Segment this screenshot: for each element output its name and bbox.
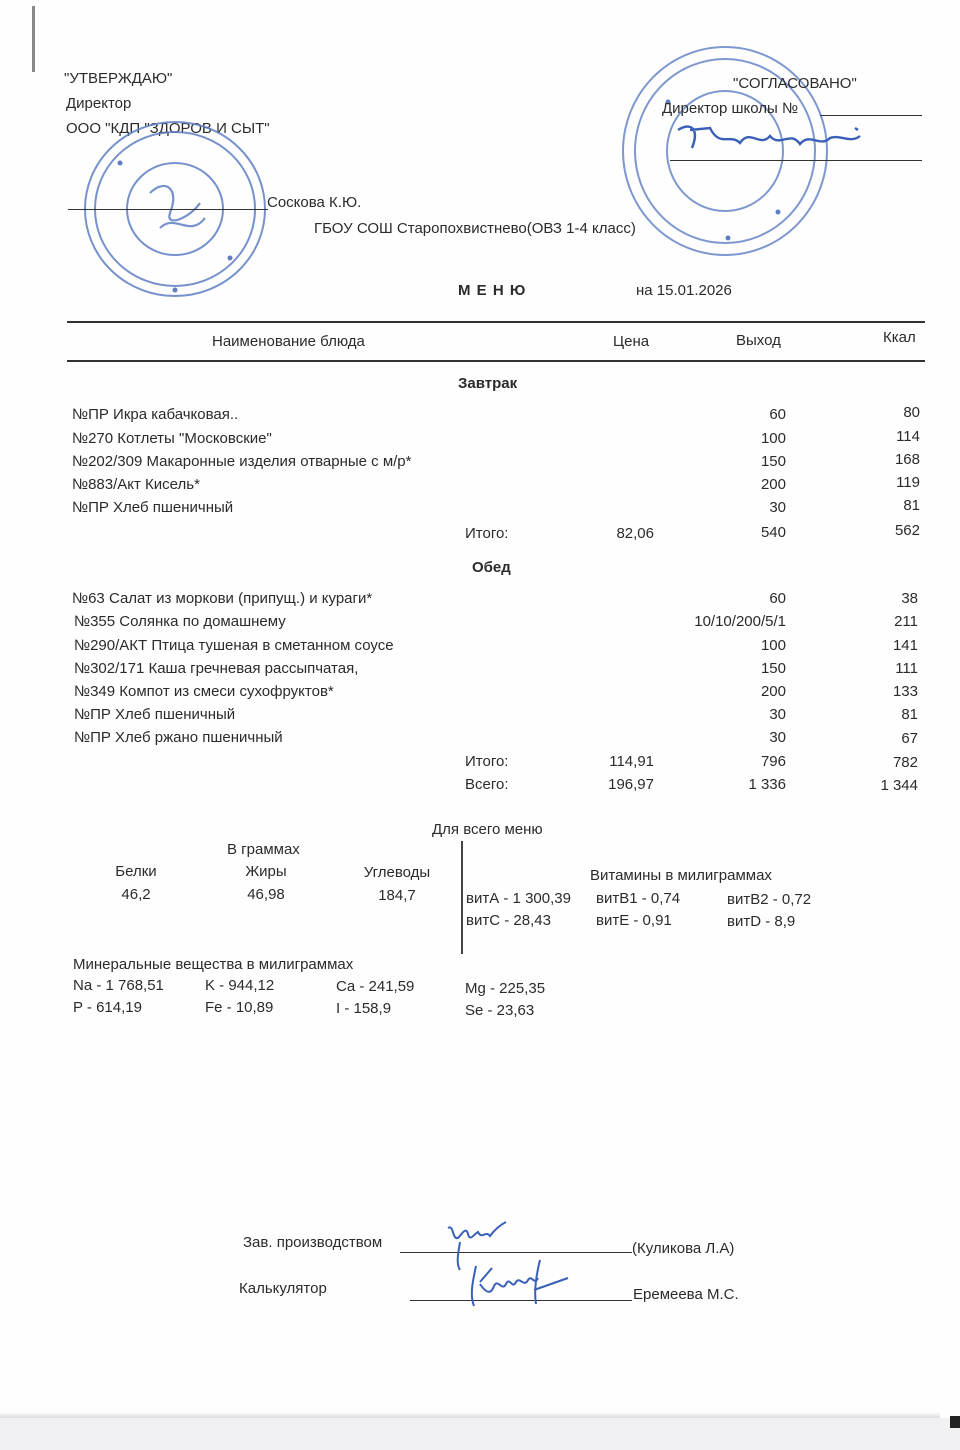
scan-edge-mark (32, 6, 35, 72)
mineral-mg: Mg - 225,35 (465, 980, 546, 997)
minerals-label: Минеральные вещества в милиграммах (73, 956, 354, 973)
dish-kcal: 67 (901, 730, 918, 747)
dish-yield: 60 (769, 406, 786, 423)
header-kcal: Ккал (883, 329, 916, 346)
calculator-signature (462, 1256, 572, 1312)
mineral-se: Se - 23,63 (465, 1002, 535, 1019)
macro-value-carbs: 184,7 (378, 887, 416, 904)
header-yield: Выход (736, 332, 781, 349)
agree-signature (670, 118, 870, 158)
macro-value-protein: 46,2 (121, 886, 151, 903)
calculator-name: Еремеева М.С. (633, 1286, 739, 1303)
menu-title: М Е Н Ю (458, 282, 527, 299)
section-title-breakfast: Завтрак (458, 375, 518, 392)
total-label: Итого: (465, 525, 509, 542)
total-price: 114,91 (609, 753, 654, 770)
nutrition-divider (461, 841, 463, 954)
vitamin-e: витЕ - 0,91 (596, 912, 672, 929)
dish-name: №355 Солянка по домашнему (74, 613, 286, 630)
table-header-rule (67, 360, 925, 362)
dish-name: №ПР Хлеб пшеничный (74, 706, 236, 723)
vitamin-a: витА - 1 300,39 (466, 890, 571, 907)
dish-yield: 10/10/200/5/1 (694, 613, 786, 630)
grand-total-price: 196,97 (608, 776, 654, 793)
dish-yield: 30 (769, 706, 786, 723)
menu-date: на 15.01.2026 (636, 282, 732, 299)
dish-kcal: 111 (895, 660, 918, 677)
header-name: Наименование блюда (212, 333, 365, 350)
mineral-k: K - 944,12 (205, 977, 275, 994)
dish-kcal: 168 (894, 451, 920, 468)
dish-name: №63 Салат из моркови (припущ.) и кураги* (72, 590, 373, 607)
vitamins-label: Витамины в милиграммах (590, 867, 772, 884)
dish-kcal: 38 (901, 590, 918, 607)
total-price: 82,06 (616, 525, 654, 542)
dish-name: №202/309 Макаронные изделия отварные с м/р* (72, 453, 412, 470)
dish-kcal: 81 (903, 497, 920, 514)
agree-signature-line (670, 160, 922, 161)
section-title-lunch: Обед (472, 559, 511, 576)
total-kcal: 562 (894, 522, 920, 539)
dish-kcal: 133 (892, 683, 918, 700)
grand-total-label: Всего: (465, 776, 509, 793)
approve-org: ООО "КДП "ЗДОРОВ И СЫТ" (66, 120, 270, 137)
total-label: Итого: (465, 753, 509, 770)
total-yield: 540 (760, 524, 786, 541)
table-top-rule (67, 321, 925, 323)
grams-label: В граммах (227, 841, 300, 858)
nutrition-heading: Для всего меню (432, 821, 543, 838)
grand-total-kcal: 1 344 (880, 777, 918, 794)
dish-name: №883/Акт Кисель* (72, 476, 200, 493)
dish-name: №290/АКТ Птица тушеная в сметанном соусе (74, 637, 394, 654)
corner-mark (950, 1416, 960, 1428)
dish-yield: 200 (760, 476, 786, 493)
dish-name: №270 Котлеты "Московские" (72, 430, 272, 447)
mineral-i: I - 158,9 (336, 1000, 392, 1017)
dish-yield: 200 (760, 683, 786, 700)
dish-name: №349 Компот из смеси сухофруктов* (74, 683, 334, 700)
total-yield: 796 (760, 753, 786, 770)
dish-name: №ПР Хлеб ржано пшеничный (74, 729, 283, 746)
macro-value-fat: 46,98 (247, 886, 285, 903)
production-label: Зав. производством (243, 1234, 383, 1251)
dish-yield: 30 (769, 499, 786, 516)
dish-name: №ПР Икра кабачковая.. (72, 406, 239, 423)
mineral-ca: Ca - 241,59 (336, 978, 415, 995)
dish-kcal: 114 (896, 428, 920, 445)
vitamin-b2: витВ2 - 0,72 (727, 891, 812, 908)
dish-yield: 100 (760, 430, 786, 447)
mineral-p: P - 614,19 (73, 999, 142, 1016)
dish-kcal: 119 (896, 474, 920, 491)
agree-role: Директор школы № (662, 100, 799, 117)
vitamin-d: витD - 8,9 (727, 913, 796, 930)
production-name: (Куликова Л.А) (632, 1240, 735, 1257)
total-kcal: 782 (892, 754, 918, 771)
dish-yield: 30 (769, 729, 786, 746)
vitamin-c: витС - 28,43 (466, 912, 551, 929)
vitamin-b1: витВ1 - 0,74 (596, 890, 681, 907)
dish-yield: 60 (769, 590, 786, 607)
approve-title: "УТВЕРЖДАЮ" (64, 70, 173, 87)
macro-label-protein: Белки (115, 863, 157, 880)
background-strip (0, 1418, 960, 1450)
dish-kcal: 141 (892, 637, 918, 654)
macro-label-fat: Жиры (245, 863, 287, 880)
school-name: ГБОУ СОШ Старопохвистнево(ОВЗ 1-4 класс) (314, 220, 636, 237)
approve-signature-line (68, 209, 268, 210)
dish-yield: 100 (760, 637, 786, 654)
dish-yield: 150 (760, 453, 786, 470)
mineral-fe: Fe - 10,89 (205, 999, 274, 1016)
approve-role: Директор (66, 95, 132, 112)
dish-name: №302/171 Каша гречневая рассыпчатая, (74, 660, 359, 677)
header-price: Цена (613, 333, 650, 350)
approve-name: Соскова К.Ю. (267, 194, 362, 211)
dish-kcal: 211 (894, 613, 918, 630)
dish-yield: 150 (760, 660, 786, 677)
macro-label-carbs: Углеводы (363, 864, 431, 881)
agree-title: "СОГЛАСОВАНО" (733, 75, 857, 92)
dish-name: №ПР Хлеб пшеничный (72, 499, 234, 516)
dish-kcal: 81 (901, 706, 918, 723)
agree-number-line (820, 115, 922, 116)
grand-total-yield: 1 336 (748, 776, 786, 793)
dish-kcal: 80 (903, 404, 920, 421)
calculator-label: Калькулятор (239, 1280, 327, 1297)
mineral-na: Na - 1 768,51 (73, 977, 164, 994)
